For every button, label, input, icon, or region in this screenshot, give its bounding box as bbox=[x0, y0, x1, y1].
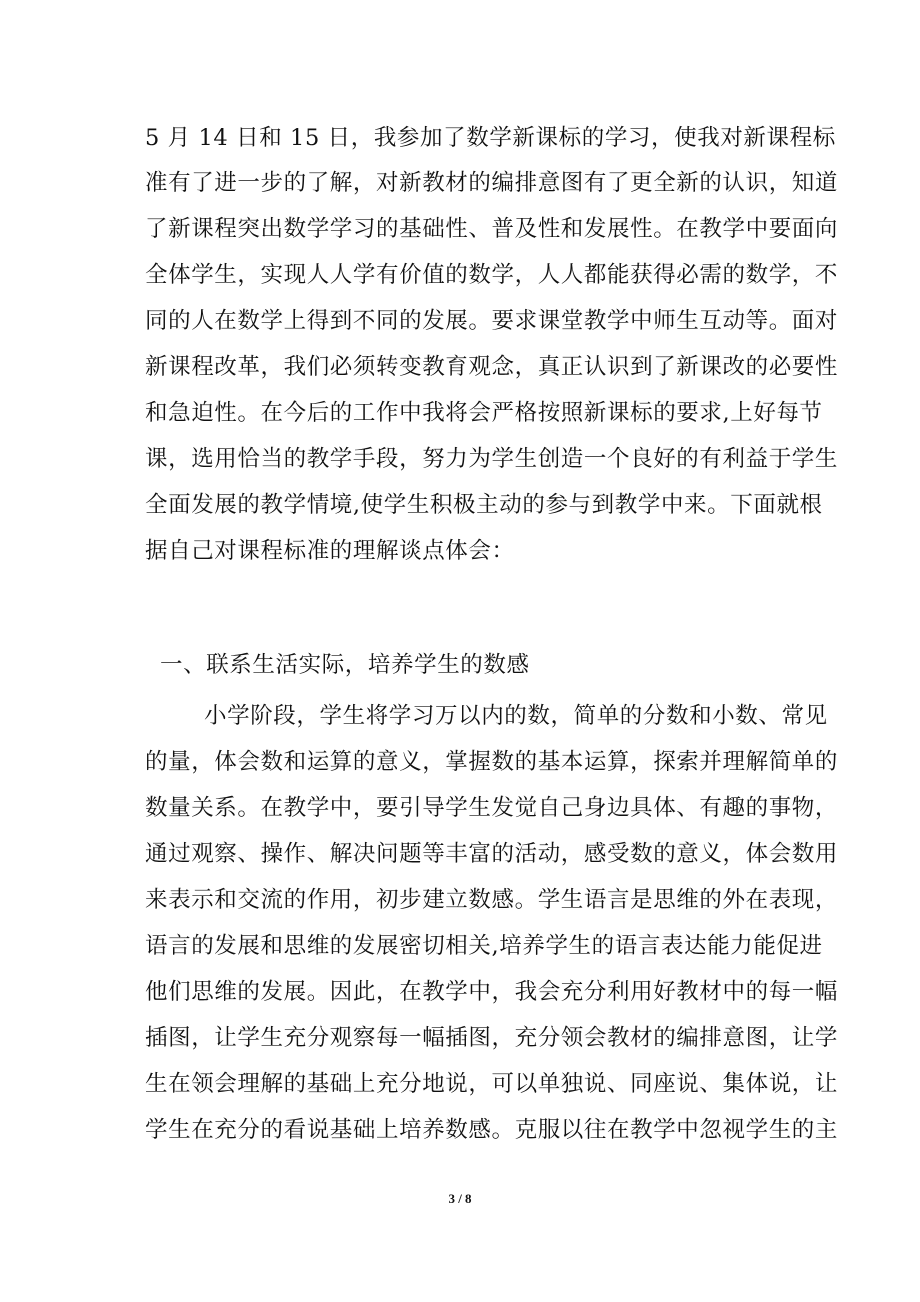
text-line: 全面发展的教学情境,使学生积极主动的参与到教学中来。下面就根 bbox=[145, 492, 823, 518]
text-line: 新课程改革，我们必须转变教育观念，真正认识到了新课改的必要性 bbox=[145, 354, 839, 380]
text-line: 了新课程突出数学学习的基础性、普及性和发展性。在教学中要面向 bbox=[145, 216, 839, 242]
text-line: 生在领会理解的基础上充分地说，可以单独说、同座说、集体说，让 bbox=[145, 1071, 839, 1097]
text-line: 同的人在数学上得到不同的发展。要求课堂教学中师生互动等。面对 bbox=[145, 308, 839, 334]
text-line: 小学阶段，学生将学习万以内的数，简单的分数和小数、常见 bbox=[204, 703, 828, 729]
text-line: 5 月 14 日和 15 日，我参加了数学新课标的学习，使我对新课程标 bbox=[145, 125, 836, 151]
text-line: 准有了进一步的了解，对新教材的编排意图有了更全新的认识，知道 bbox=[145, 170, 839, 196]
text-line: 据自己对课程标准的理解谈点体会： bbox=[145, 538, 515, 564]
text-line: 数量关系。在教学中，要引导学生发觉自己身边具体、有趣的事物， bbox=[145, 795, 839, 821]
text-line: 插图，让学生充分观察每一幅插图，充分领会教材的编排意图，让学 bbox=[145, 1025, 839, 1051]
text-line: 来表示和交流的作用，初步建立数感。学生语言是思维的外在表现， bbox=[145, 887, 839, 913]
text-line: 学生在充分的看说基础上培养数感。克服以往在教学中忽视学生的主 bbox=[145, 1117, 839, 1143]
text-line: 的量，体会数和运算的意义，掌握数的基本运算，探索并理解简单的 bbox=[145, 749, 839, 775]
text-line: 他们思维的发展。因此，在教学中，我会充分利用好教材中的每一幅 bbox=[145, 979, 839, 1005]
text-line: 语言的发展和思维的发展密切相关,培养学生的语言表达能力能促进 bbox=[145, 933, 823, 959]
text-line: 课，选用恰当的教学手段，努力为学生创造一个良好的有利益于学生 bbox=[145, 446, 839, 472]
text-line: 和急迫性。在今后的工作中我将会严格按照新课标的要求,上好每节 bbox=[145, 400, 823, 426]
text-line: 通过观察、操作、解决问题等丰富的活动，感受数的意义，体会数用 bbox=[145, 841, 839, 867]
page-number: 3 / 8 bbox=[448, 1191, 472, 1206]
section-heading: 一、联系生活实际，培养学生的数感 bbox=[160, 652, 530, 678]
text-line: 全体学生，实现人人学有价值的数学，人人都能获得必需的数学，不 bbox=[145, 262, 839, 288]
